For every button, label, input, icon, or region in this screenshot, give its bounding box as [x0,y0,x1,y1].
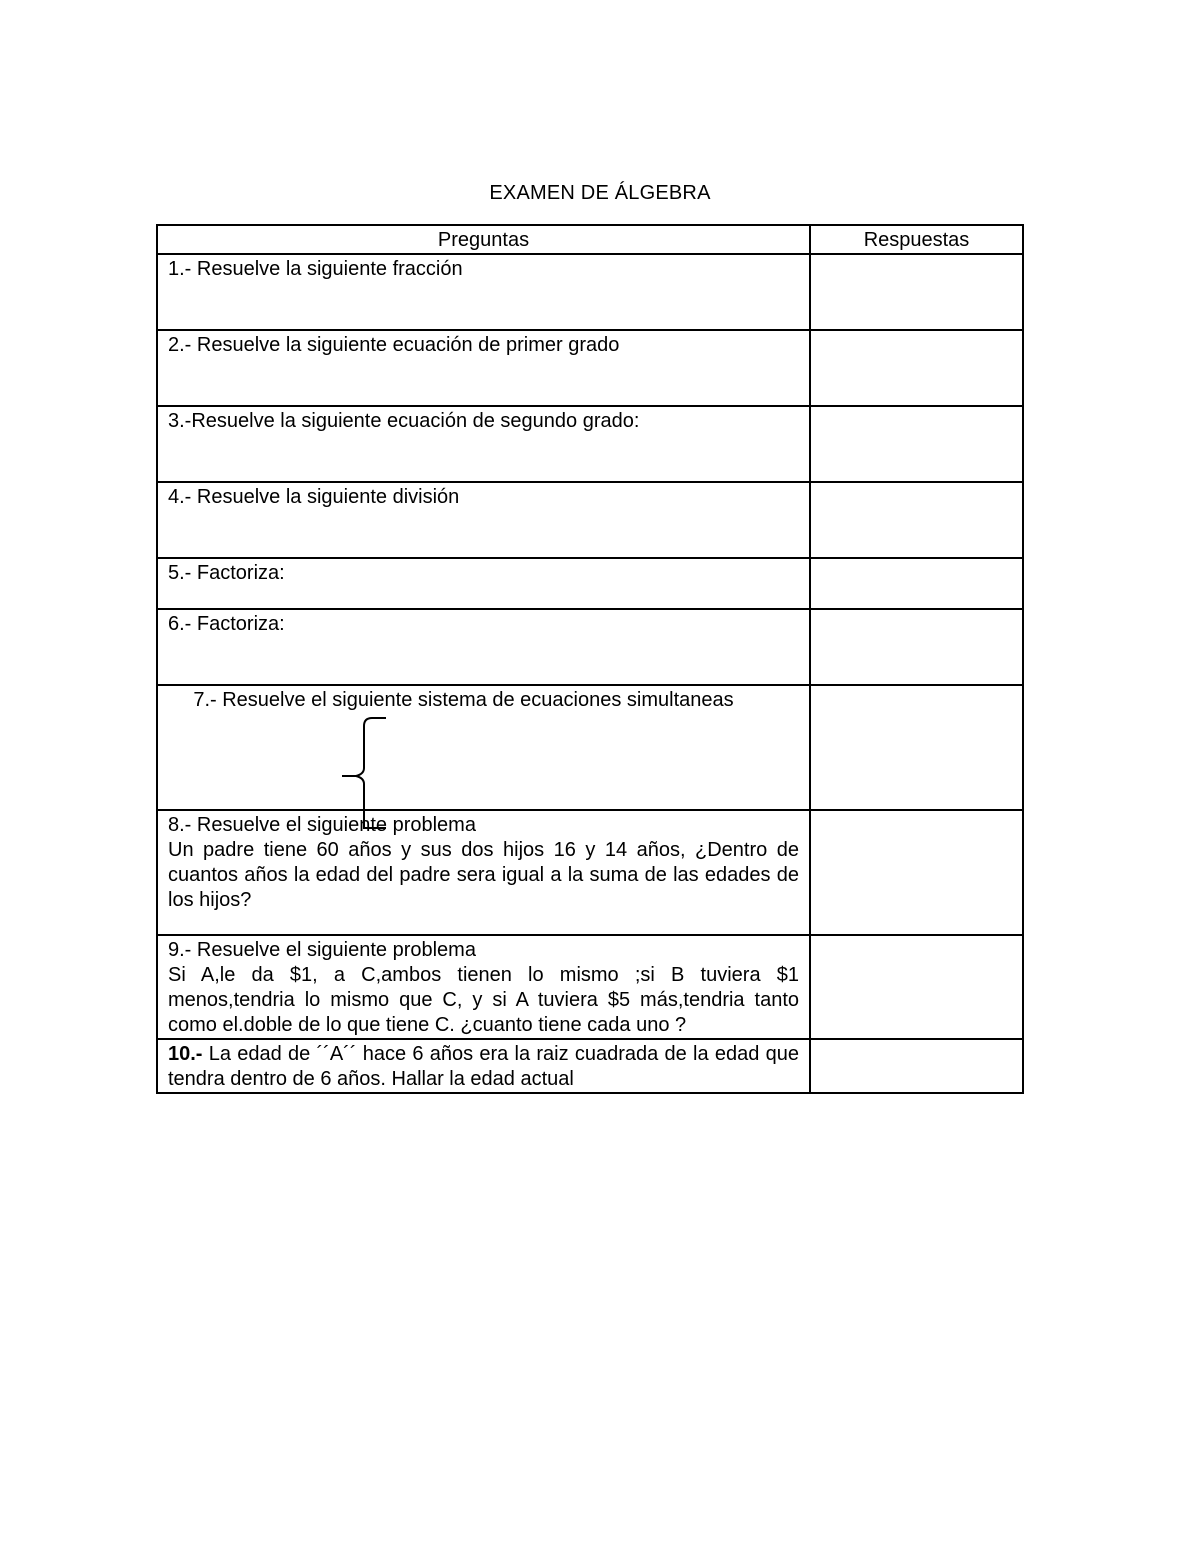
table-row [157,482,1023,558]
left-brace-icon [342,716,392,834]
question-10-cell [157,1039,810,1093]
answer-cell-7[interactable] [810,685,1023,810]
table-row [157,609,1023,685]
table-row [157,330,1023,406]
header-questions: Preguntas [157,225,810,254]
exam-table [156,224,1024,1094]
question-7-cell [157,685,810,810]
question-8-body: Un padre tiene 60 años y sus dos hijos 16 y 14 años, ¿Dentro de cuantos años la edad del padre sera igual a la suma de las edades de los hijos? [168,839,799,911]
answer-cell-4[interactable] [810,482,1023,558]
table-row [157,810,1023,935]
question-10-body: La edad de ´´A´´ hace 6 años era la raiz cuadrada de la edad que tendra dentro de 6 años. Hallar la edad actual [168,1043,799,1090]
question-6: 6.- Factoriza: [157,609,810,685]
question-3: 3.-Resuelve la siguiente ecuación de segundo grado: [157,406,810,482]
answer-cell-3[interactable] [810,406,1023,482]
question-8-heading: 8.- Resuelve el siguiente problema [168,814,476,836]
answer-cell-6[interactable] [810,609,1023,685]
question-4: 4.- Resuelve la siguiente división [157,482,810,558]
header-answers: Respuestas [810,225,1023,254]
question-9-cell [157,935,810,1039]
question-7: 7.- Resuelve el siguiente sistema de ecuaciones simultaneas [193,689,734,711]
question-10-number: 10.- [168,1043,203,1065]
page-title: EXAMEN DE ÁLGEBRA [489,182,711,204]
answer-cell-9[interactable] [810,935,1023,1039]
table-row [157,685,1023,810]
table-row [157,406,1023,482]
table-row [157,558,1023,609]
question-9-body: Si A,le da $1, a C,ambos tienen lo mismo ;si B tuviera $1 menos,tendria lo mismo que C, y si A tuviera $5 más,tendria tanto como el.doble de lo que tiene C. ¿cuanto tiene cada uno ? [168,964,799,1036]
answer-cell-2[interactable] [810,330,1023,406]
question-2: 2.- Resuelve la siguiente ecuación de primer grado [157,330,810,406]
table-row [157,254,1023,330]
table-header-row [157,225,1023,254]
question-9-heading: 9.- Resuelve el siguiente problema [168,939,476,961]
question-5: 5.- Factoriza: [157,558,810,609]
answer-cell-8[interactable] [810,810,1023,935]
answer-cell-5[interactable] [810,558,1023,609]
answer-cell-10[interactable] [810,1039,1023,1093]
table-row [157,1039,1023,1093]
question-1: 1.- Resuelve la siguiente fracción [157,254,810,330]
answer-cell-1[interactable] [810,254,1023,330]
question-8-cell [157,810,810,935]
table-row [157,935,1023,1039]
